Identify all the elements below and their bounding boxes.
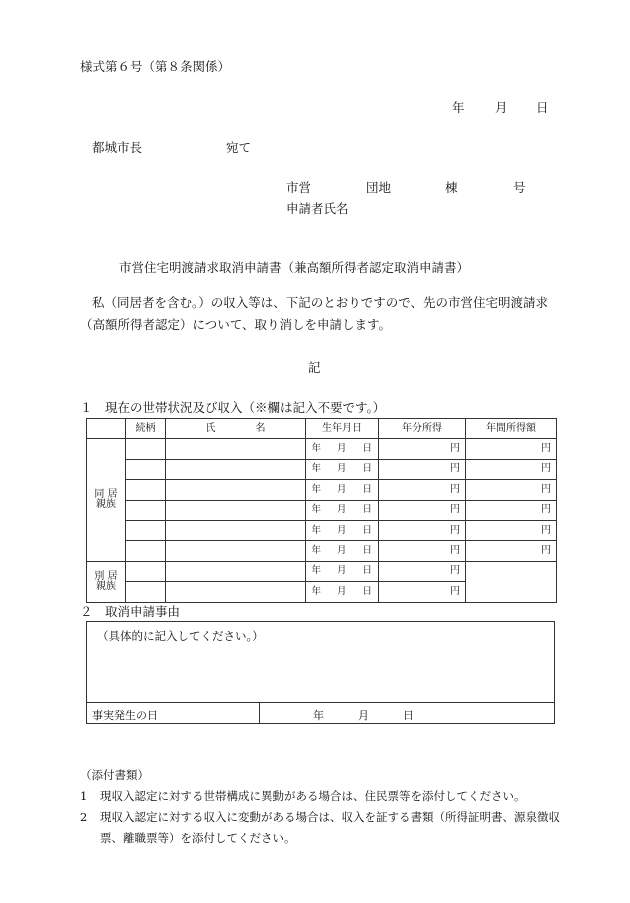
table-header-row xyxy=(87,419,557,439)
name-cell[interactable] xyxy=(166,439,306,459)
ymd-year: 年 xyxy=(311,585,321,597)
addressee-atena: 宛て xyxy=(226,140,252,155)
table-row xyxy=(87,561,557,581)
applicant-danchi: 団地 xyxy=(366,180,392,195)
ymd-day: 日 xyxy=(362,483,372,495)
body-text: 私（同居者を含む。）の収入等は、下記のとおりですので、先の市営住宅明渡請求（高額所得者認定）について、取り消しを申請します。 xyxy=(80,295,549,332)
total-cell: 円 xyxy=(466,500,557,520)
ymd-day: 日 xyxy=(362,585,372,597)
fact-divider xyxy=(259,703,260,723)
ymd-day: 日 xyxy=(362,463,372,475)
group-cohabit-line1: 同 居 xyxy=(94,489,118,501)
form-number: 様式第６号（第８条関係） xyxy=(80,59,231,74)
attach-item-text: 現収入認定に対する世帯構成に異動がある場合は、住民票等を添付してください。 xyxy=(100,789,526,803)
ymd-day: 日 xyxy=(362,443,372,455)
applicant-gou: 号 xyxy=(513,180,526,195)
table-row xyxy=(87,459,557,479)
table-row xyxy=(87,480,557,500)
total-cell-empty xyxy=(466,561,557,602)
table-row xyxy=(87,541,557,561)
group-separate-line1: 別 居 xyxy=(94,570,118,582)
ymd-year: 年 xyxy=(311,463,321,475)
attachment-notes xyxy=(80,765,560,849)
name-cell[interactable] xyxy=(166,480,306,500)
ymd-year: 年 xyxy=(311,545,321,557)
total-cell: 円 xyxy=(466,439,557,459)
fact-date[interactable] xyxy=(313,707,414,723)
ymd-day: 日 xyxy=(362,565,372,577)
addressee-mayor: 都城市長 xyxy=(92,140,143,155)
birth-cell[interactable] xyxy=(306,500,379,520)
reason-hint: （具体的に記入してください。） xyxy=(97,629,264,643)
section2-title: ２ 取消申請事由 xyxy=(80,604,181,619)
relation-cell[interactable] xyxy=(126,500,166,520)
total-cell: 円 xyxy=(466,459,557,479)
relation-cell[interactable] xyxy=(126,480,166,500)
group-separate-line2: 親族 xyxy=(96,580,116,592)
date-year-label: 年 xyxy=(452,100,465,115)
ymd-month: 月 xyxy=(336,443,347,455)
header-relation: 続柄 xyxy=(126,419,166,439)
section1-title: １ 現在の世帯状況及び収入（※欄は記入不要です。） xyxy=(80,400,386,415)
header-name xyxy=(166,419,306,439)
name-cell[interactable] xyxy=(166,520,306,540)
header-name-mei: 名 xyxy=(255,422,266,434)
ymd-month: 月 xyxy=(336,545,347,557)
name-cell[interactable] xyxy=(166,459,306,479)
birth-cell[interactable] xyxy=(306,582,379,602)
birth-cell[interactable] xyxy=(306,459,379,479)
relation-cell[interactable] xyxy=(126,439,166,459)
name-cell[interactable] xyxy=(166,500,306,520)
applicant-shiei: 市営 xyxy=(286,180,312,195)
ymd-day: 日 xyxy=(362,545,372,557)
share-cell[interactable]: 円 xyxy=(379,541,466,561)
group-cohabit xyxy=(87,439,126,561)
ymd-month: 月 xyxy=(336,565,347,577)
table-row xyxy=(87,439,557,459)
fact-date-day: 日 xyxy=(403,709,414,722)
ymd-year: 年 xyxy=(311,443,321,455)
ymd-month: 月 xyxy=(336,463,347,475)
header-annual-total: 年間所得額 xyxy=(466,419,557,439)
relation-cell[interactable] xyxy=(126,541,166,561)
share-cell[interactable]: 円 xyxy=(379,439,466,459)
attach-item-num: 2 xyxy=(80,810,88,824)
name-cell[interactable] xyxy=(166,541,306,561)
birth-cell[interactable] xyxy=(306,541,379,561)
attach-item xyxy=(80,807,560,849)
ymd-day: 日 xyxy=(362,504,372,516)
attach-item-num: 1 xyxy=(80,789,88,803)
date-month-label: 月 xyxy=(495,100,508,115)
ki-label: 記 xyxy=(308,360,321,375)
share-cell[interactable]: 円 xyxy=(379,520,466,540)
fact-row xyxy=(87,702,554,723)
ymd-year: 年 xyxy=(311,504,321,516)
group-separate xyxy=(87,561,126,602)
ymd-year: 年 xyxy=(311,524,321,536)
header-annual-share: 年分所得 xyxy=(379,419,466,439)
name-cell[interactable] xyxy=(166,582,306,602)
ymd-month: 月 xyxy=(336,504,347,516)
total-cell: 円 xyxy=(466,480,557,500)
applicant-name-label: 申請者氏名 xyxy=(286,201,349,216)
reason-box[interactable] xyxy=(86,621,555,724)
ymd-day: 日 xyxy=(362,524,372,536)
birth-cell[interactable] xyxy=(306,439,379,459)
ymd-month: 月 xyxy=(336,524,347,536)
share-cell[interactable]: 円 xyxy=(379,459,466,479)
fact-label: 事実発生の日 xyxy=(92,709,158,722)
share-cell[interactable]: 円 xyxy=(379,582,466,602)
total-cell: 円 xyxy=(466,541,557,561)
name-cell[interactable] xyxy=(166,561,306,581)
birth-cell[interactable] xyxy=(306,480,379,500)
household-income-table xyxy=(86,418,557,603)
body-paragraph xyxy=(80,292,556,336)
relation-cell[interactable] xyxy=(126,582,166,602)
header-name-shi: 氏 xyxy=(205,422,216,434)
share-cell[interactable]: 円 xyxy=(379,500,466,520)
group-cohabit-line2: 親族 xyxy=(96,499,116,511)
ymd-year: 年 xyxy=(311,565,321,577)
relation-cell[interactable] xyxy=(126,520,166,540)
ymd-year: 年 xyxy=(311,483,321,495)
ymd-month: 月 xyxy=(336,585,347,597)
applicant-tou: 棟 xyxy=(445,180,458,195)
fact-date-month: 月 xyxy=(358,709,369,722)
header-birth: 生年月日 xyxy=(306,419,379,439)
attach-item xyxy=(80,786,560,807)
attach-item-text: 現収入認定に対する収入に変動がある場合は、収入を証する書類（所得証明書、源泉徴収票、離職票等）を添付してください。 xyxy=(100,810,560,845)
table-row xyxy=(87,500,557,520)
document-title: 市営住宅明渡請求取消申請書（兼高額所得者認定取消申請書） xyxy=(119,260,470,275)
share-cell[interactable]: 円 xyxy=(379,561,466,581)
fact-date-year: 年 xyxy=(313,709,324,722)
relation-cell[interactable] xyxy=(126,561,166,581)
total-cell: 円 xyxy=(466,520,557,540)
date-day-label: 日 xyxy=(536,100,549,115)
table-row xyxy=(87,520,557,540)
corner-cell xyxy=(87,419,126,439)
share-cell[interactable]: 円 xyxy=(379,480,466,500)
birth-cell[interactable] xyxy=(306,520,379,540)
birth-cell[interactable] xyxy=(306,561,379,581)
relation-cell[interactable] xyxy=(126,459,166,479)
attach-title: （添付書類） xyxy=(80,768,149,782)
ymd-month: 月 xyxy=(336,483,347,495)
